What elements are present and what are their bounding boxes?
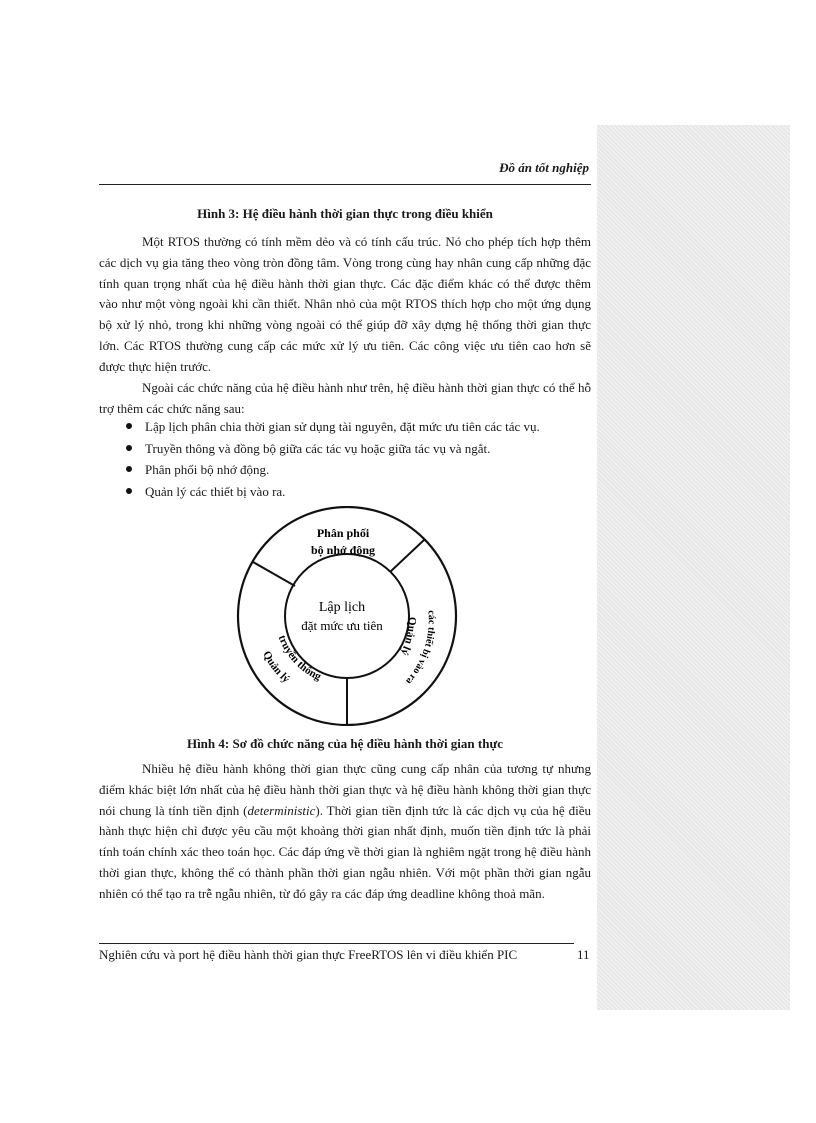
- paragraph-text: Nhiều hệ điều hành không thời gian thực cũng cung cấp nhân của tương tự nhưng điểm khác biệt lớn nhất của hệ điều hành thời gian thực và hệ điều hành không thời gian thực nói chung là tính tiền định (: [99, 761, 591, 818]
- bullet-icon: [126, 423, 132, 429]
- divider-right: [390, 540, 424, 572]
- paragraph-additional-functions: Ngoài các chức năng của hệ điều hành như trên, hệ điều hành thời gian thực có thể hỗ trợ thêm các chức năng sau:: [99, 380, 591, 416]
- left-segment-label-line1: Quản lý: [260, 649, 292, 686]
- figure-4-caption: Hình 4: Sơ đồ chức năng của hệ điều hành thời gian thực: [186, 736, 504, 751]
- inner-circle: [285, 554, 409, 678]
- divider-left: [253, 562, 295, 586]
- footer-divider: [99, 943, 574, 944]
- function-list: [123, 416, 593, 502]
- header-divider: [99, 184, 591, 185]
- paragraph-rtos-structure: Một RTOS thường có tính mềm dẻo và có tính cấu trúc. Nó cho phép tích hợp thêm các dịch vụ gia tăng theo vòng tròn đồng tâm. Vòng trong cùng hay nhân cung cấp những đặc tính quan trọng nhất của hệ điều hành thời gian thực. Các đặc điểm khác có thể được thêm vào như một vòng ngoài khi cần thiết. Nhân nhỏ của một RTOS thích hợp cho một ứng dụng bộ xử lý nhỏ, trong khi những vòng ngoài có thể giúp đỡ xây dựng hệ thống thời gian thực lớn. Các RTOS thường cung cấp các mức xử lý ưu tiên. Các công việc ưu tiên cao hơn sẽ được thực hiện trước.: [99, 234, 591, 374]
- page-number: 11: [577, 947, 590, 962]
- figure-3-caption: Hình 3: Hệ điều hành thời gian thực trong điều khiển: [197, 206, 493, 221]
- footer-title: Nghiên cứu và port hệ điều hành thời gian thực FreeRTOS lên vi điều khiển PIC: [99, 947, 518, 962]
- list-item: [123, 459, 593, 481]
- list-item: [123, 438, 593, 460]
- paragraph-term: deterministic: [247, 802, 316, 818]
- header-title: Đồ án tốt nghiệp: [499, 160, 589, 175]
- list-item: [123, 416, 593, 438]
- paragraph-text: ). Thời gian tiền định tức là các dịch vụ của hệ điều hành thực hiện chỉ được yêu cầu một khoảng thời gian nhất định, muốn tiền định tức là phải tính toán chính xác theo toán học. Các đáp ứng về thời gian là nghiêm ngặt trong hệ điều hành thời gian thực, không thể có thành phần thời gian ngẫu nhiên. Với một phần thời gian ngẫu nhiên có thể tạo ra trễ ngẫu nhiên, từ đó gây ra các đáp ứng deadline không thoả mãn.: [99, 802, 591, 901]
- bullet-icon: [126, 466, 132, 472]
- rtos-function-diagram: [227, 506, 467, 726]
- center-label-line2: đặt mức ưu tiên: [301, 618, 383, 633]
- left-segment-label-line2: truyền thông: [275, 633, 323, 683]
- list-item: [123, 481, 593, 503]
- margin-comment-panel: [597, 125, 790, 1010]
- right-segment-label-line1: Quản lý: [397, 616, 418, 658]
- center-label-line1: Lập lịch: [318, 600, 366, 615]
- bullet-icon: [126, 488, 132, 494]
- paragraph-determinism: [99, 759, 591, 905]
- list-item-text: Quản lý các thiết bị vào ra.: [145, 483, 286, 499]
- list-item-text: Truyền thông và đồng bộ giữa các tác vụ hoặc giữa tác vụ và ngắt.: [145, 440, 491, 456]
- list-item-text: Phân phối bộ nhớ động.: [145, 462, 270, 477]
- top-segment-label-line2: bộ nhớ động: [310, 543, 376, 557]
- bullet-icon: [126, 445, 132, 451]
- right-segment-label-line2: các thiết bị vào ra: [403, 609, 437, 687]
- list-item-text: Lập lịch phân chia thời gian sử dụng tài nguyên, đặt mức ưu tiên các tác vụ.: [145, 419, 540, 434]
- top-segment-label-line1: Phân phối: [316, 526, 370, 540]
